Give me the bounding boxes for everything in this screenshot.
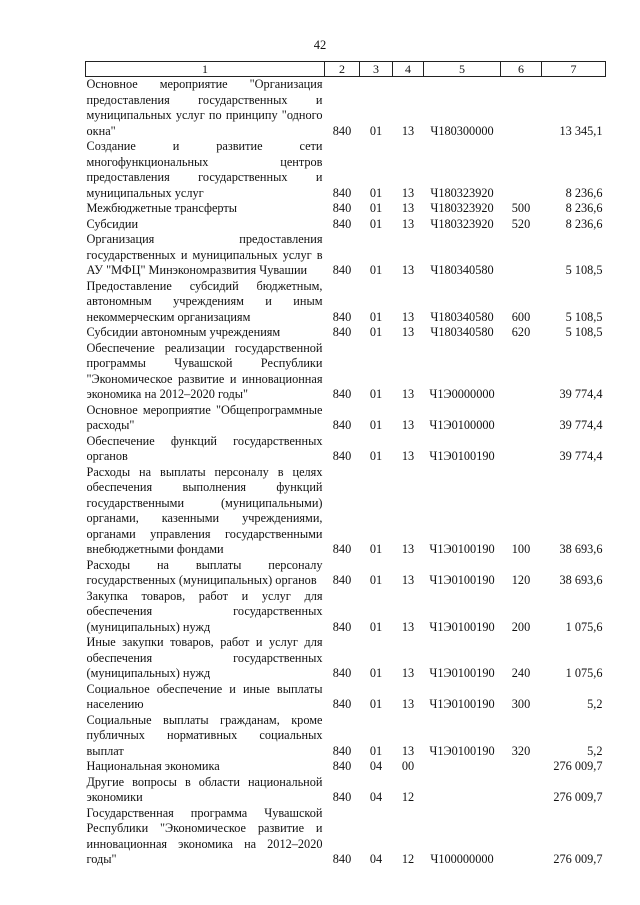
table-row <box>86 279 606 326</box>
row-expense-type <box>501 775 542 806</box>
budget-table <box>85 61 606 868</box>
row-section-code: 01 <box>369 697 383 711</box>
row-expense-type: 600 <box>511 309 531 324</box>
row-subsection-code: 13 <box>401 387 415 401</box>
row-section-code: 04 <box>369 852 383 866</box>
row-ministry-code: 840 <box>332 185 352 200</box>
row-amount: 276 009,7 <box>553 790 603 804</box>
row-section-code: 01 <box>369 573 383 587</box>
row-subsection-code: 13 <box>401 743 415 758</box>
row-expense-type <box>501 434 542 465</box>
row-expense-type <box>501 341 542 403</box>
row-target-code <box>424 775 501 806</box>
header-col-6: 6 <box>501 62 542 77</box>
header-col-3: 3 <box>360 62 393 77</box>
row-section-code: 01 <box>369 387 383 401</box>
table-row <box>86 232 606 279</box>
row-ministry-code: 840 <box>332 542 352 556</box>
table-row <box>86 325 606 341</box>
row-section-code: 01 <box>369 123 383 138</box>
row-ministry-code: 840 <box>332 418 352 432</box>
row-subsection-code: 13 <box>401 449 415 463</box>
row-amount: 1 075,6 <box>565 619 603 634</box>
table-row <box>86 341 606 403</box>
row-amount: 8 236,6 <box>565 201 603 215</box>
row-target-code: Ч1Э0100190 <box>429 666 495 680</box>
row-name: Обеспечение реализации государственной программы Чувашской Республики "Экономическое развитие и инновационная экономика на 2012–2020 годы" <box>86 340 323 401</box>
row-target-code: Ч180323920 <box>430 216 494 231</box>
row-ministry-code: 840 <box>332 697 352 711</box>
row-target-code: Ч1Э0100000 <box>429 418 495 432</box>
row-amount: 39 774,4 <box>559 418 603 432</box>
row-name: Субсидии <box>86 216 139 231</box>
table-row <box>86 434 606 465</box>
row-target-code: Ч1Э0100190 <box>429 743 495 758</box>
row-amount: 276 009,7 <box>553 759 603 773</box>
row-expense-type: 100 <box>511 542 531 556</box>
row-amount: 39 774,4 <box>559 449 603 463</box>
row-target-code: Ч1Э0100190 <box>429 573 495 587</box>
row-section-code: 01 <box>369 418 383 432</box>
row-amount: 276 009,7 <box>553 852 603 866</box>
row-expense-type <box>501 759 542 775</box>
row-subsection-code: 13 <box>401 185 415 200</box>
row-name: Межбюджетные трансферты <box>86 201 238 215</box>
row-expense-type: 520 <box>511 216 531 231</box>
table-row <box>86 558 606 589</box>
row-subsection-code: 12 <box>401 790 415 804</box>
row-expense-type: 500 <box>511 201 531 215</box>
row-name: Иные закупки товаров, работ и услуг для обеспечения государственных (муниципальных) нужд <box>86 635 323 680</box>
row-amount: 39 774,4 <box>559 387 603 401</box>
row-name: Социальное обеспечение и иные выплаты населению <box>86 681 323 711</box>
table-row <box>86 77 606 140</box>
row-expense-type <box>501 77 542 140</box>
row-section-code: 01 <box>369 201 383 215</box>
page-number: 42 <box>313 38 327 52</box>
row-name: Предоставление субсидий бюджетным, автономным учреждениям и иным некоммерческим организациям <box>86 278 323 324</box>
header-col-5: 5 <box>424 62 501 77</box>
row-name: Создание и развитие сети многофункциональных центров предоставления государственных и муниципальных услуг <box>86 139 323 200</box>
table-row <box>86 682 606 713</box>
row-expense-type <box>501 139 542 201</box>
table-row <box>86 759 606 775</box>
table-row <box>86 775 606 806</box>
row-subsection-code: 13 <box>401 542 415 556</box>
row-amount: 13 345,1 <box>559 123 603 138</box>
row-expense-type: 620 <box>511 325 531 339</box>
row-subsection-code: 13 <box>401 216 415 231</box>
header-col-7: 7 <box>542 62 606 77</box>
table-row <box>86 589 606 636</box>
header-col-1: 1 <box>86 62 325 77</box>
row-target-code: Ч1Э0000000 <box>429 387 495 401</box>
row-amount: 38 693,6 <box>559 573 603 587</box>
row-name: Основное мероприятие "Общепрограммные расходы" <box>86 402 323 432</box>
row-subsection-code: 13 <box>401 309 415 324</box>
row-section-code: 04 <box>369 790 383 804</box>
row-target-code: Ч180340580 <box>430 309 494 324</box>
row-name: Национальная экономика <box>86 759 220 773</box>
row-subsection-code: 13 <box>401 666 415 680</box>
row-target-code: Ч180340580 <box>430 263 494 277</box>
row-ministry-code: 840 <box>332 216 352 231</box>
row-amount: 1 075,6 <box>565 666 603 680</box>
table-row <box>86 806 606 868</box>
row-subsection-code: 13 <box>401 619 415 634</box>
row-amount: 8 236,6 <box>565 216 603 231</box>
row-expense-type: 120 <box>511 573 531 587</box>
row-expense-type <box>501 806 542 868</box>
row-amount: 5,2 <box>587 743 603 758</box>
row-subsection-code: 13 <box>401 325 415 339</box>
row-target-code: Ч100000000 <box>430 852 494 866</box>
row-ministry-code: 840 <box>332 263 352 277</box>
row-target-code: Ч180323920 <box>430 185 494 200</box>
row-section-code: 04 <box>369 759 383 773</box>
row-expense-type: 300 <box>511 697 531 711</box>
row-section-code: 01 <box>369 309 383 324</box>
table-row <box>86 465 606 558</box>
table-row <box>86 713 606 760</box>
row-target-code <box>424 759 501 775</box>
row-name: Организация предоставления государственных и муниципальных услуг в АУ "МФЦ" Минэкономразвития Чувашии <box>86 232 323 277</box>
row-ministry-code: 840 <box>332 619 352 634</box>
row-target-code: Ч1Э0100190 <box>429 619 495 634</box>
row-ministry-code: 840 <box>332 449 352 463</box>
row-section-code: 01 <box>369 449 383 463</box>
table-body <box>86 77 606 868</box>
row-subsection-code: 00 <box>401 759 415 773</box>
table-row <box>86 139 606 201</box>
row-name: Расходы на выплаты персоналу государственных (муниципальных) органов <box>86 557 323 587</box>
row-expense-type: 320 <box>511 743 531 758</box>
row-ministry-code: 840 <box>332 790 352 804</box>
row-name: Государственная программа Чувашской Республики "Экономическое развитие и инновационная экономика на 2012–2020 годы" <box>86 805 323 866</box>
row-amount: 5,2 <box>587 697 603 711</box>
row-name: Обеспечение функций государственных органов <box>86 433 323 463</box>
table-row <box>86 217 606 233</box>
row-amount: 38 693,6 <box>559 542 603 556</box>
row-section-code: 01 <box>369 542 383 556</box>
row-section-code: 01 <box>369 263 383 277</box>
row-subsection-code: 13 <box>401 697 415 711</box>
row-name: Социальные выплаты гражданам, кроме публичных нормативных социальных выплат <box>86 712 323 758</box>
row-section-code: 01 <box>369 619 383 634</box>
row-section-code: 01 <box>369 743 383 758</box>
row-target-code: Ч180300000 <box>430 123 494 138</box>
row-ministry-code: 840 <box>332 387 352 401</box>
row-target-code: Ч180340580 <box>430 325 494 339</box>
row-name: Основное мероприятие "Организация предоставления государственных и муниципальных услуг по принципу "одного окна" <box>86 77 323 138</box>
row-amount: 5 108,5 <box>565 263 603 277</box>
row-target-code: Ч180323920 <box>430 201 494 215</box>
row-subsection-code: 13 <box>401 573 415 587</box>
row-target-code: Ч1Э0100190 <box>429 449 495 463</box>
row-subsection-code: 13 <box>401 418 415 432</box>
header-col-4: 4 <box>393 62 424 77</box>
row-expense-type <box>501 232 542 279</box>
row-ministry-code: 840 <box>332 743 352 758</box>
row-section-code: 01 <box>369 216 383 231</box>
row-ministry-code: 840 <box>332 852 352 866</box>
row-ministry-code: 840 <box>332 759 352 773</box>
row-subsection-code: 13 <box>401 123 415 138</box>
row-expense-type: 200 <box>511 619 531 634</box>
row-subsection-code: 13 <box>401 201 415 215</box>
row-name: Другие вопросы в области национальной экономики <box>86 774 323 804</box>
row-amount: 8 236,6 <box>565 185 603 200</box>
row-name: Субсидии автономным учреждениям <box>86 325 281 339</box>
row-section-code: 01 <box>369 325 383 339</box>
row-expense-type <box>501 403 542 434</box>
row-subsection-code: 13 <box>401 263 415 277</box>
table-row <box>86 403 606 434</box>
row-name: Закупка товаров, работ и услуг для обеспечения государственных (муниципальных) нужд <box>86 588 323 634</box>
row-expense-type: 240 <box>511 666 531 680</box>
row-ministry-code: 840 <box>332 573 352 587</box>
row-target-code: Ч1Э0100190 <box>429 542 495 556</box>
row-amount: 5 108,5 <box>565 325 603 339</box>
row-ministry-code: 840 <box>332 201 352 215</box>
row-section-code: 01 <box>369 666 383 680</box>
table-row <box>86 201 606 217</box>
row-target-code: Ч1Э0100190 <box>429 697 495 711</box>
row-ministry-code: 840 <box>332 325 352 339</box>
row-ministry-code: 840 <box>332 666 352 680</box>
row-ministry-code: 840 <box>332 123 352 138</box>
row-section-code: 01 <box>369 185 383 200</box>
row-name: Расходы на выплаты персоналу в целях обеспечения выполнения функций государственными (муниципальными) органами, казенными учреждениями, органами управления государственными внебюджетными фондами <box>86 464 323 556</box>
row-subsection-code: 12 <box>401 852 415 866</box>
row-amount: 5 108,5 <box>565 309 603 324</box>
table-header <box>86 62 606 77</box>
header-col-2: 2 <box>325 62 360 77</box>
table-row <box>86 635 606 682</box>
row-ministry-code: 840 <box>332 309 352 324</box>
